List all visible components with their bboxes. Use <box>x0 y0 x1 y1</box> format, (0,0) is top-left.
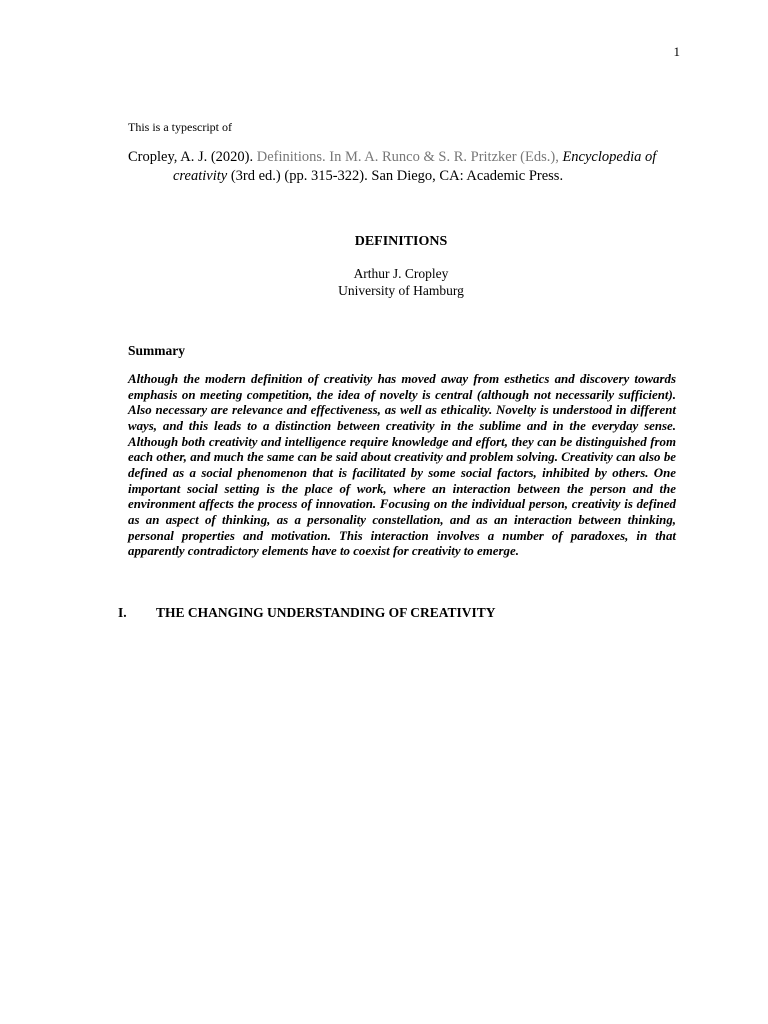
section-heading <box>118 605 496 621</box>
page-number: 1 <box>673 44 680 59</box>
author-name: Arthur J. Cropley <box>353 266 449 281</box>
section-title: THE CHANGING UNDERSTANDING OF CREATIVITY <box>156 605 496 620</box>
article-title: DEFINITIONS <box>354 234 448 249</box>
author-block <box>0 265 768 299</box>
author-affiliation: University of Hamburg <box>338 283 464 298</box>
citation-edition-publisher: (3rd ed.) (pp. 315-322). San Diego, CA: Academic Press. <box>227 168 564 184</box>
section-number: I. <box>118 605 127 620</box>
citation-authors-year: Cropley, A. J. (2020). <box>128 149 254 165</box>
summary-heading: Summary <box>128 343 185 358</box>
citation <box>128 148 676 186</box>
summary-body: Although the modern definition of creativity has moved away from esthetics and discovery towards emphasis on meeting competition, the idea of novelty is central (although not necessarily sufficient). Also necessary are relevance and effectiveness, as well as ethicality. Novelty is understood in different ways, and this leads to a distinction between creativity in the sublime and in the everyday sense. Although both creativity and intelligence require knowledge and effort, they can be distinguished from each other, and much the same can be said about creativity and problem solving. Creativity can also be defined as a social phenomenon that is facilitated by some social factors, inhibited by others. One important social setting is the place of work, where an interaction between the person and the environment affects the process of innovation. Focusing on the individual person, creativity is defined as an aspect of thinking, as a personality constellation, and as an interaction between thinking, personal properties and motivation. This interaction involves a number of paradoxes, in that apparently contradictory elements have to coexist for creativity to emerge. <box>128 372 676 559</box>
citation-chapter-editors: Definitions. In M. A. Runco & S. R. Pritzker (Eds.), <box>253 149 559 165</box>
citation-book-title: Encyclopedia of creativity <box>173 149 657 184</box>
typescript-note: This is a typescript of <box>128 120 232 134</box>
